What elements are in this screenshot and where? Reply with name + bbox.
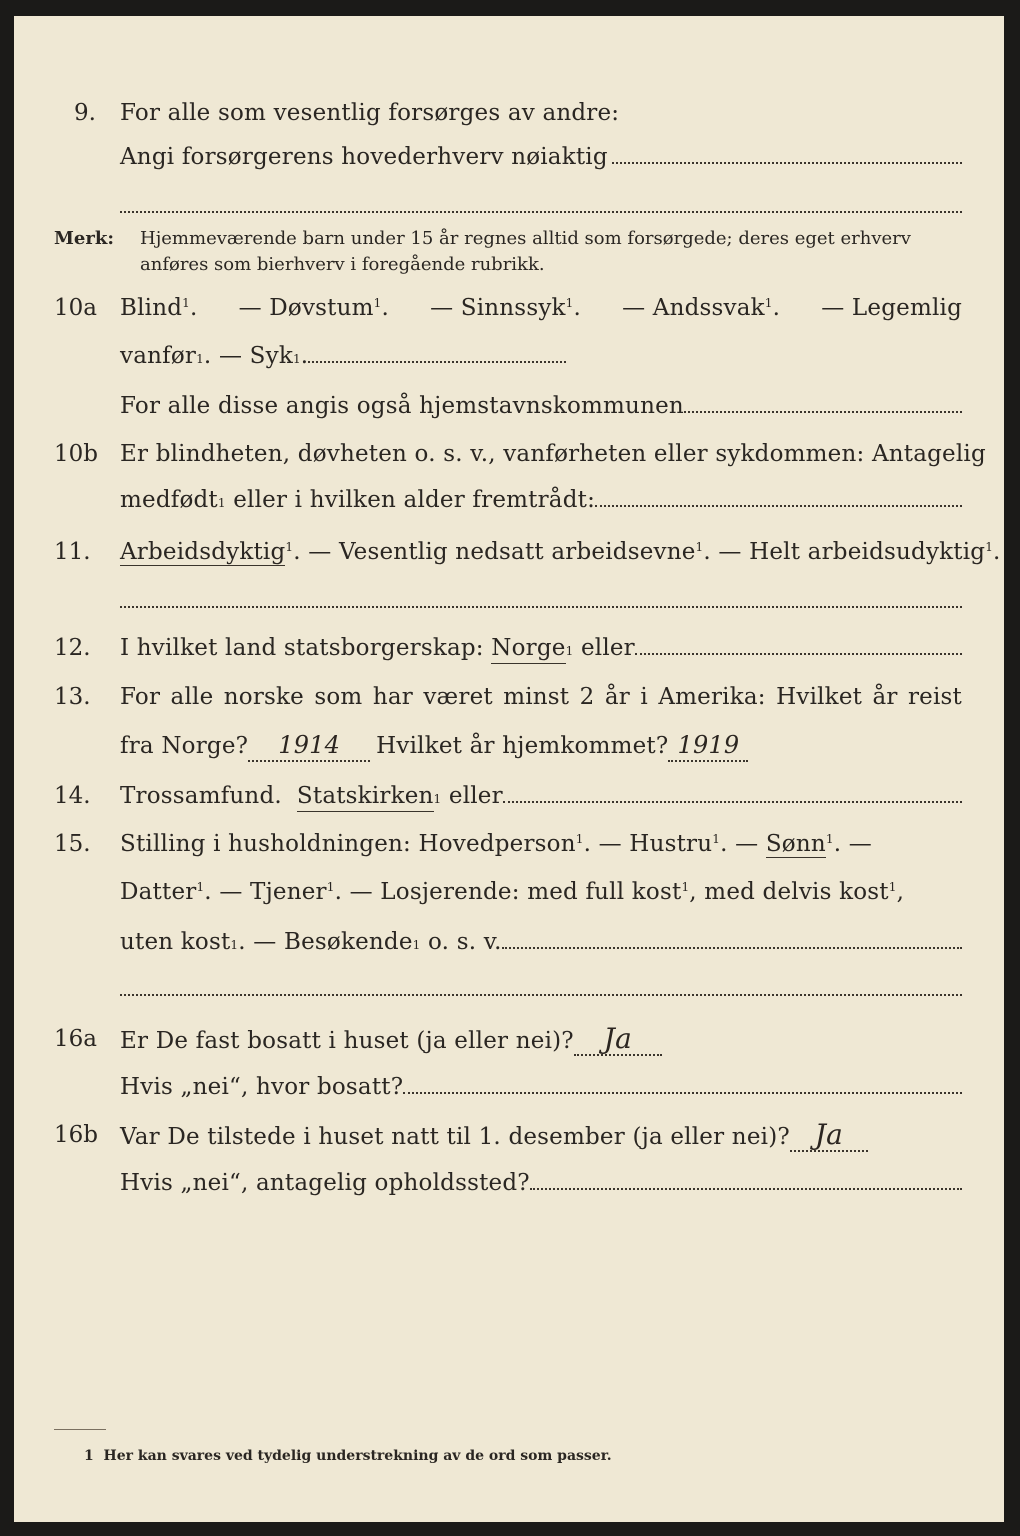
q10b-number: 10b xyxy=(54,441,98,467)
q9-number: 9. xyxy=(74,100,96,126)
opt-blind: Blind$^1$. xyxy=(120,295,198,321)
q9-line2 xyxy=(120,142,962,172)
q14-line: Trossamfund. Statskirken 1 eller xyxy=(120,781,962,812)
q13-hjem-label: Hvilket år hjemkommet? xyxy=(376,733,669,759)
opt-hustru[interactable]: . — Hustru xyxy=(583,831,713,857)
q10a-line3-text: For alle disse angis også hjemstavnskommunen xyxy=(120,393,684,419)
q15-osv: o. s. v. xyxy=(420,929,502,955)
q15-answer-field[interactable] xyxy=(502,943,962,949)
q15-extra-line[interactable] xyxy=(120,994,962,996)
footnote-ref: 1 xyxy=(712,832,721,846)
opt-besokende[interactable]: . — Besøkende xyxy=(238,929,413,955)
q13-year-returned-field[interactable]: 1919 xyxy=(668,730,748,762)
q16a-line2-text: Hvis „nei“, hvor bosatt? xyxy=(120,1074,404,1100)
opt-delvis-kost[interactable]: , med delvis kost xyxy=(689,879,889,905)
q11-extra-line[interactable] xyxy=(120,606,962,608)
q16a-number: 16a xyxy=(54,1026,97,1052)
footnote-ref: 1 xyxy=(888,880,897,894)
footnote-mark: 1 xyxy=(84,1448,94,1464)
footnote-ref: 1 xyxy=(285,540,294,554)
q15-dash: . — xyxy=(833,831,872,857)
opt-norge[interactable]: Norge xyxy=(491,633,565,664)
opt-full-kost[interactable]: . — Losjerende: med full kost xyxy=(334,879,682,905)
opt-dovstum-label: — Døvstum xyxy=(238,295,374,321)
q15-number: 15. xyxy=(54,831,91,857)
footnote-text: Her kan svares ved tydelig understrekning av de ord som passer. xyxy=(103,1448,612,1464)
q13-line1: For alle norske som har været minst 2 år i Amerika: Hvilket år reist xyxy=(120,684,962,710)
opt-vanfor: vanfør xyxy=(120,343,197,369)
q16a-answer-field[interactable]: Ja xyxy=(574,1024,662,1056)
merk-line1: Hjemmeværende barn under 15 år regnes alltid som forsørgede; deres eget erhverv xyxy=(140,228,911,249)
opt-sinnssyk-label: — Sinnssyk xyxy=(430,295,566,321)
q14-number: 14. xyxy=(54,783,91,809)
q15-comma: , xyxy=(896,879,905,905)
opt-tjener[interactable]: . — Tjener xyxy=(204,879,327,905)
q11-line xyxy=(120,537,1001,567)
q13-year-left-field[interactable]: 1914 xyxy=(248,730,370,762)
footnote-ref: 1 xyxy=(695,540,704,554)
q9-line2-text: Angi forsørgerens hovederhverv nøiaktig xyxy=(120,144,608,170)
footnote-divider xyxy=(54,1429,106,1430)
opt-medfodt: medfødt xyxy=(120,487,218,513)
opt-uten-kost[interactable]: uten kost xyxy=(120,929,231,955)
footnote-ref: 1 xyxy=(681,880,690,894)
q16b-line1 xyxy=(120,1120,868,1152)
q9-extra-line[interactable] xyxy=(120,211,962,213)
q16a-line2 xyxy=(120,1072,962,1102)
q14-text: Trossamfund. xyxy=(120,783,282,809)
q10b-answer-field[interactable] xyxy=(595,501,962,507)
q11-number: 11. xyxy=(54,539,91,565)
opt-hovedperson[interactable]: Stilling i husholdningen: Hovedperson xyxy=(120,831,576,857)
opt-sinnssyk: — Sinnssyk$^1$. xyxy=(430,295,582,321)
q9-line1: For alle som vesentlig forsørges av andre: xyxy=(120,100,620,126)
q16b-opholdssted-field[interactable] xyxy=(530,1184,962,1190)
q16b-line2-text: Hvis „nei“, antagelig opholdssted? xyxy=(120,1170,530,1196)
q14-eller: eller xyxy=(441,783,503,809)
q13-number: 13. xyxy=(54,684,91,710)
q16a-text: Er De fast bosatt i huset (ja eller nei)? xyxy=(120,1028,574,1054)
hjemstavn-field[interactable] xyxy=(684,407,962,413)
opt-andssvak: — Andssvak$^1$. xyxy=(622,295,781,321)
opt-sonn[interactable]: Sønn xyxy=(765,831,826,857)
opt-statskirken[interactable]: Statskirken xyxy=(297,781,434,812)
q11-period: . xyxy=(993,539,1001,565)
q10b-line1: Er blindheten, døvheten o. s. v., vanførheten eller sykdommen: Antagelig xyxy=(120,441,986,467)
opt-legemlig: — Legemlig xyxy=(821,295,962,321)
q10a-line2: vanfør 1 . — Syk 1 . xyxy=(120,341,566,371)
q16a-line1 xyxy=(120,1024,662,1056)
q16a-bosatt-field[interactable] xyxy=(403,1088,962,1094)
opt-syk: — Syk xyxy=(218,343,293,369)
opt-nedsatt[interactable]: . — Vesentlig nedsatt arbeidsevne xyxy=(293,539,696,565)
opt-arbeidsdyktig[interactable]: Arbeidsdyktig xyxy=(120,539,286,565)
footnote-ref: 1 xyxy=(825,832,834,846)
footnote-ref: 1 xyxy=(373,296,382,310)
opt-datter[interactable]: Datter xyxy=(120,879,197,905)
q15-line2 xyxy=(120,877,904,907)
footnote-ref: 1 xyxy=(196,880,205,894)
q12-text: I hvilket land statsborgerskap: xyxy=(120,635,484,661)
footnote-ref: 1 xyxy=(764,296,773,310)
footnote-ref: 1 xyxy=(985,540,994,554)
footnote-ref: 1 xyxy=(565,296,574,310)
q16b-text: Var De tilstede i huset natt til 1. desember (ja eller nei)? xyxy=(120,1124,790,1150)
footnote xyxy=(84,1448,612,1464)
q14-answer-field[interactable] xyxy=(503,797,962,803)
q10b-line2: medfødt 1 eller i hvilken alder fremtrådt: xyxy=(120,485,962,515)
q13-line2 xyxy=(120,730,748,762)
merk-line2: anføres som bierhverv i foregående rubrikk. xyxy=(140,254,545,275)
q12-number: 12. xyxy=(54,635,91,661)
q10a-number: 10a xyxy=(54,295,97,321)
q12-eller: eller xyxy=(573,635,635,661)
q9-answer-field[interactable] xyxy=(612,158,962,164)
footnote-ref: 1 xyxy=(182,296,190,310)
q12-line: I hvilket land statsborgerskap: Norge 1 eller xyxy=(120,633,962,664)
opt-udyktig[interactable]: . — Helt arbeidsudyktig xyxy=(703,539,986,565)
q15-line3: uten kost 1 . — Besøkende 1 o. s. v. xyxy=(120,927,962,957)
q16b-number: 16b xyxy=(54,1122,98,1148)
q15-dash: . — xyxy=(720,831,759,857)
q10a-syk-field[interactable] xyxy=(308,357,566,363)
opt-dovstum: — Døvstum$^1$. xyxy=(238,295,389,321)
q16b-line2 xyxy=(120,1168,962,1198)
q15-line1 xyxy=(120,829,872,859)
q10b-line2-text: eller i hvilken alder fremtrådt: xyxy=(225,487,596,513)
q10a-line1 xyxy=(120,293,962,323)
q10a-line3 xyxy=(120,391,962,421)
q12-country-field[interactable] xyxy=(635,649,962,655)
merk-label: Merk: xyxy=(54,228,114,249)
q16b-answer-field[interactable]: Ja xyxy=(790,1120,868,1152)
census-form-page xyxy=(14,16,1004,1522)
footnote-ref: 1 xyxy=(326,880,335,894)
q13-fra-label: fra Norge? xyxy=(120,733,249,759)
footnote-ref: 1 xyxy=(575,832,584,846)
opt-blind-label: Blind xyxy=(120,295,183,321)
opt-andssvak-label: — Andssvak xyxy=(622,295,765,321)
